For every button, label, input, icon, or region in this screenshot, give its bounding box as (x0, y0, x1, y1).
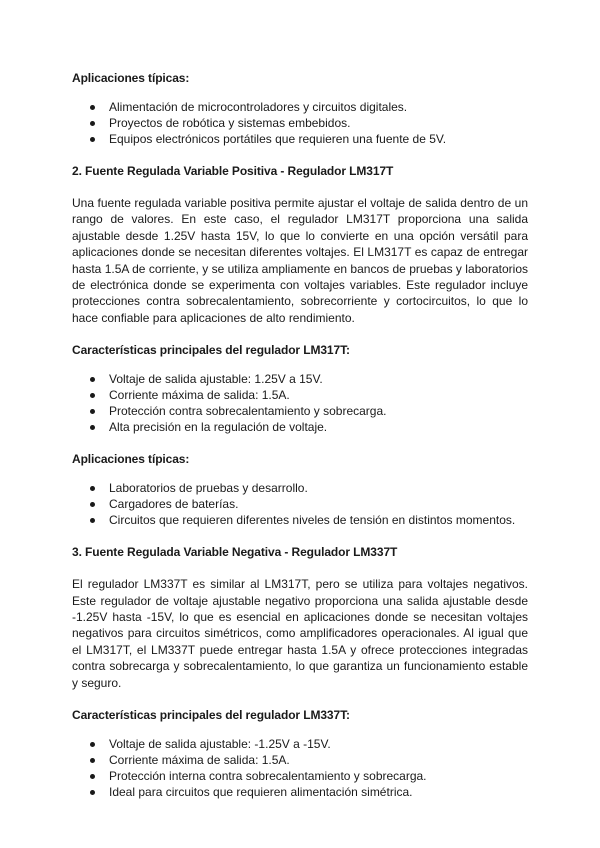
section2-paragraph: Una fuente regulada variable positiva permite ajustar el voltaje de salida dentro de un rango de valores. En este caso, el regulador LM317T proporciona una salida ajustable desde 1.25V hasta 15V, lo que lo convierte en una opción versátil para aplicaciones donde se necesitan diferentes voltajes. El LM317T es capaz de entregar hasta 1.5A de corriente, y se utiliza ampliamente en bancos de pruebas y laboratorios de electrónica donde se experimenta con voltajes variables. Este regulador incluye protecciones contra sobrecalentamiento, sobrecorriente y cortocircuitos, lo que lo hace confiable para aplicaciones de alto rendimiento. (72, 196, 528, 325)
list-item: Voltaje de salida ajustable: 1.25V a 15V. (72, 371, 528, 387)
section2-apps-heading: Aplicaciones típicas: (72, 452, 190, 467)
section2-features-list (72, 371, 528, 435)
section3-features-heading: Características principales del regulador LM337T: (72, 708, 350, 723)
list-item: Protección interna contra sobrecalentamiento y sobrecarga. (72, 768, 528, 784)
document-page (72, 70, 528, 800)
section1-apps-list (72, 99, 528, 147)
section2-title: 2. Fuente Regulada Variable Positiva - Regulador LM317T (72, 164, 394, 178)
list-item: Voltaje de salida ajustable: -1.25V a -15V. (72, 736, 528, 752)
list-item: Alimentación de microcontroladores y circuitos digitales. (72, 99, 528, 115)
list-item: Laboratorios de pruebas y desarrollo. (72, 480, 528, 496)
section2-features-heading: Características principales del regulador LM317T: (72, 343, 350, 358)
section2-apps-list (72, 480, 528, 528)
list-item: Protección contra sobrecalentamiento y sobrecarga. (72, 403, 528, 419)
section3-title: 3. Fuente Regulada Variable Negativa - Regulador LM337T (72, 545, 398, 560)
section3-paragraph: El regulador LM337T es similar al LM317T, pero se utiliza para voltajes negativos. Este regulador de voltaje ajustable negativo proporciona una salida ajustable desde -1.25V hasta -15V, lo que es esencial en aplicaciones donde se necesitan voltajes negativos para circuitos simétricos, como amplificadores operacionales. Al igual que el LM317T, el LM337T puede entregar hasta 1.5A y ofrece protecciones integradas contra sobrecarga y sobrecalentamiento, lo que garantiza un funcionamiento estable y seguro. (72, 577, 528, 690)
list-item: Alta precisión en la regulación de voltaje. (72, 419, 528, 435)
section1-apps-heading: Aplicaciones típicas: (72, 71, 190, 85)
list-item: Ideal para circuitos que requieren alimentación simétrica. (72, 784, 528, 800)
list-item: Cargadores de baterías. (72, 496, 528, 512)
list-item: Circuitos que requieren diferentes niveles de tensión en distintos momentos. (72, 512, 528, 528)
section3-features-list (72, 736, 528, 800)
list-item: Proyectos de robótica y sistemas embebidos. (72, 115, 528, 131)
list-item: Corriente máxima de salida: 1.5A. (72, 752, 528, 768)
list-item: Corriente máxima de salida: 1.5A. (72, 387, 528, 403)
list-item: Equipos electrónicos portátiles que requieren una fuente de 5V. (72, 131, 528, 147)
